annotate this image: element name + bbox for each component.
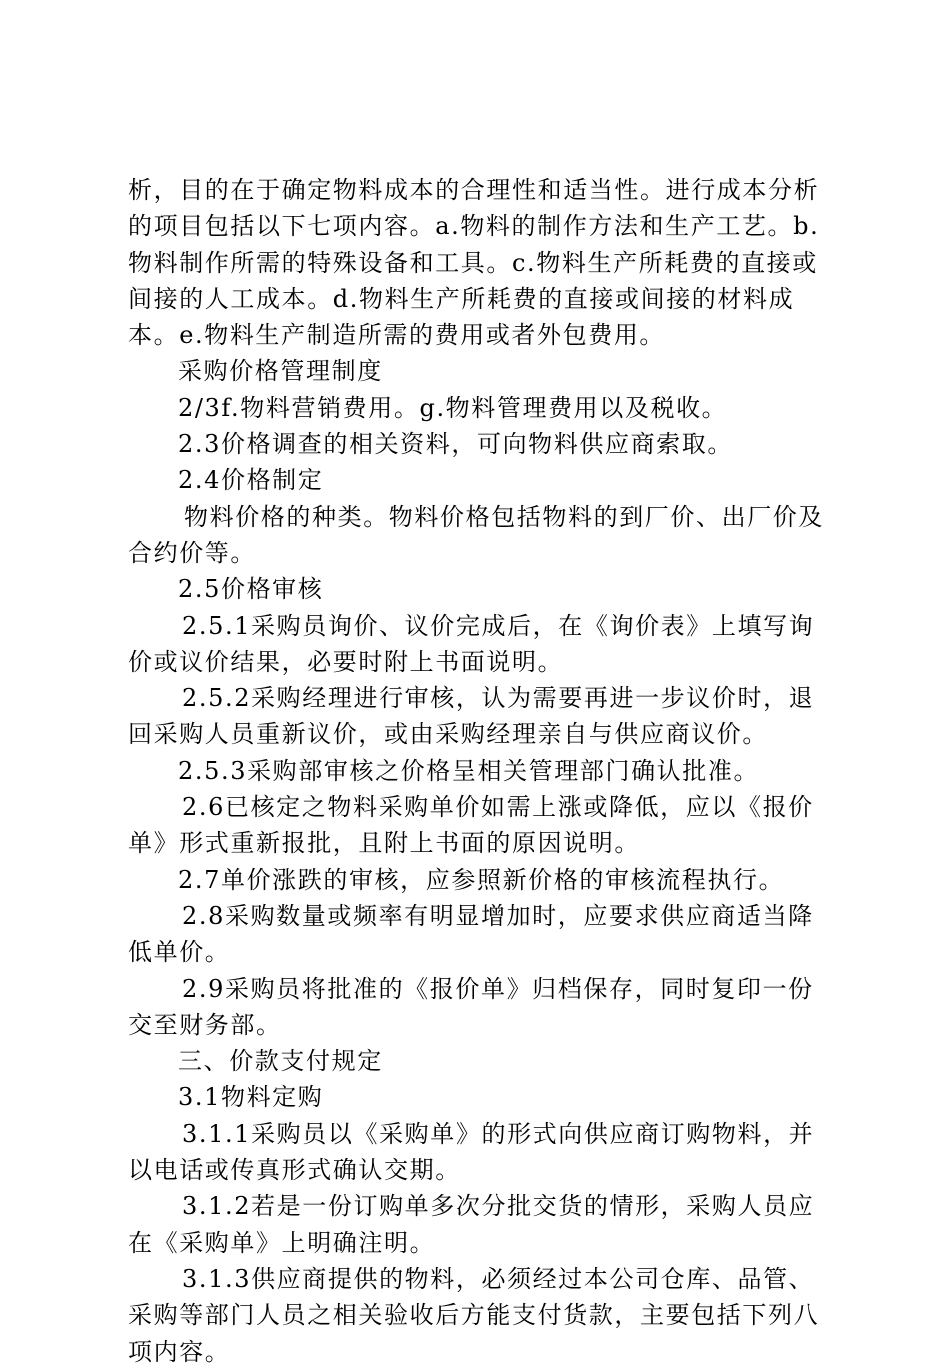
paragraph-3-1-1: 3.1.1采购员以《采购单》的形式向供应商订购物料，并以电话或传真形式确认交期。 — [128, 1119, 815, 1185]
paragraph-2-6: 2.6已核定之物料采购单价如需上涨或降低，应以《报价单》形式重新报批，且附上书面的原因说明。 — [128, 793, 814, 858]
paragraph-2-5-heading: 2.5价格审核 — [178, 575, 324, 604]
paragraph-3-1-2: 3.1.2若是一份订购单多次分批交货的情形，采购人员应在《采购单》上明确注明。 — [128, 1192, 815, 1257]
paragraph-2-5-2: 2.5.2采购经理进行审核，认为需要再进一步议价时，退回采购人员重新议价，或由采购经理亲自与供应商议价。 — [128, 684, 815, 749]
paragraph-2-5-3: 2.5.3采购部审核之价格呈相关管理部门确认批准。 — [178, 756, 760, 785]
paragraph-section-3-heading: 三、价款支付规定 — [178, 1047, 383, 1076]
paragraph-price-types: 物料价格的种类。物料价格包括物料的到厂价、出厂价及合约价等。 — [128, 502, 824, 567]
paragraph-2-4-heading: 2.4价格制定 — [178, 466, 324, 495]
paragraph-3-1-3: 3.1.3供应商提供的物料，必须经过本公司仓库、品管、采购等部门人员之相关验收后方能支付货款，主要包括下列八项内容。 — [128, 1264, 820, 1366]
paragraph-3-1-heading: 3.1物料定购 — [178, 1083, 324, 1112]
paragraph-cost-analysis: 析，目的在于确定物料成本的合理性和适当性。进行成本分析的项目包括以下七项内容。a.物料的制作方法和生产工艺。b.物料制作所需的特殊设备和工具。c.物料生产所耗费的直接或间接的人工成本。d.物料生产所耗费的直接或间接的材料成本。e.物料生产制造所需的费用或者外包费用。 — [128, 176, 820, 350]
paragraph-2-8: 2.8采购数量或频率有明显增加时，应要求供应商适当降低单价。 — [128, 901, 814, 967]
paragraph-2-7: 2.7单价涨跌的审核，应参照新价格的审核流程执行。 — [178, 865, 785, 894]
paragraph-marketing-fees: 2/3f.物料营销费用。g.物料管理费用以及税收。 — [178, 393, 728, 422]
paragraph-2-3: 2.3价格调查的相关资料，可向物料供应商索取。 — [178, 430, 733, 459]
document-body — [128, 172, 838, 1370]
paragraph-heading-pricing-policy: 采购价格管理制度 — [178, 357, 383, 386]
paragraph-2-9: 2.9采购员将批准的《报价单》归档保存，同时复印一份交至财务部。 — [128, 974, 814, 1039]
paragraph-2-5-1: 2.5.1采购员询价、议价完成后，在《询价表》上填写询价或议价结果，必要时附上书面说明。 — [128, 611, 815, 676]
